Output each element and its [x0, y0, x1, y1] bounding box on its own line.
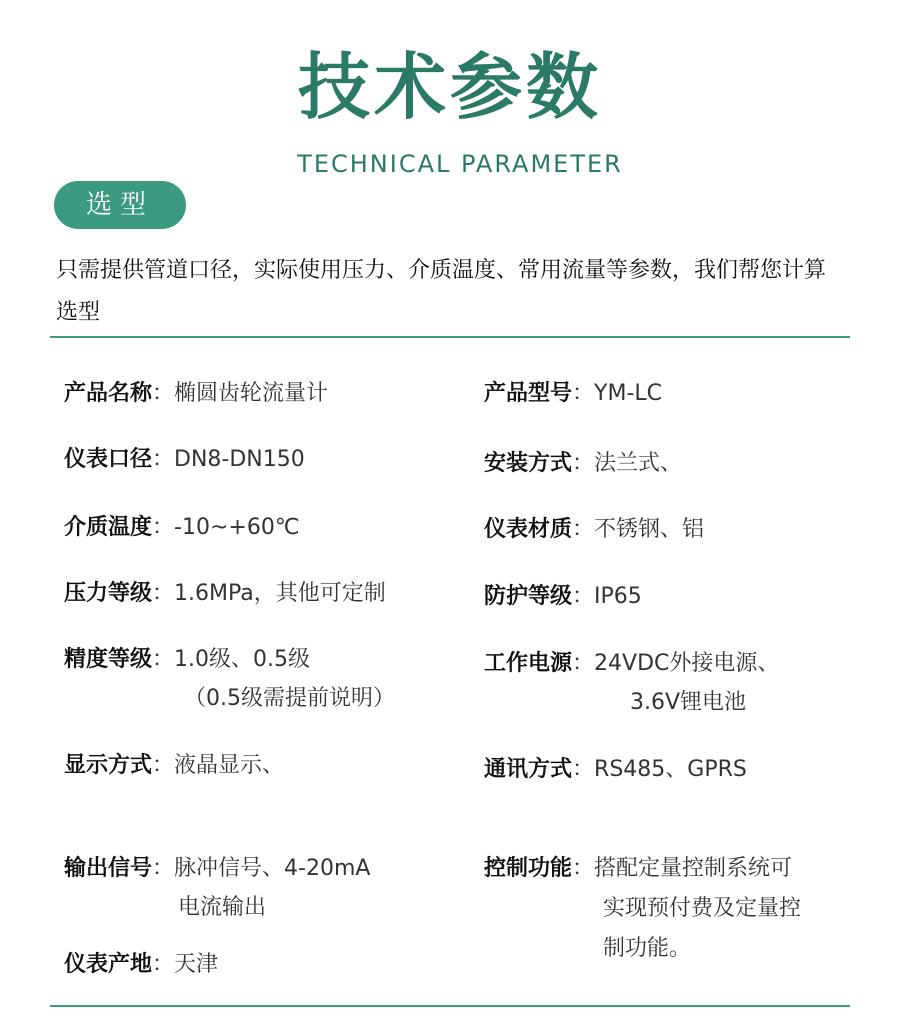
- param-display: [64, 746, 284, 786]
- param-value: 天津: [174, 952, 219, 977]
- param-label: 仪表材质: [484, 517, 573, 542]
- param-label: 输出信号: [64, 856, 153, 881]
- param-temperature: [64, 508, 300, 548]
- param-value: 液晶显示、: [174, 753, 285, 778]
- param-sep: ：: [572, 757, 595, 782]
- selection-badge: 选型: [54, 181, 186, 229]
- param-sep: ：: [572, 584, 595, 609]
- param-label: 安装方式: [484, 451, 573, 476]
- param-label: 防护等级: [484, 584, 573, 609]
- param-caliber: [64, 440, 305, 480]
- param-label: 显示方式: [64, 753, 153, 778]
- param-value: DN8-DN150: [174, 447, 305, 472]
- param-label: 仪表产地: [64, 952, 153, 977]
- param-output: [64, 849, 370, 889]
- param-value: -10~+60℃: [174, 515, 300, 540]
- param-power: [484, 644, 779, 684]
- param-value: IP65: [594, 584, 642, 609]
- param-label: 仪表口径: [64, 447, 153, 472]
- param-sep: ：: [572, 451, 595, 476]
- param-power-continued: 3.6V锂电池: [630, 690, 747, 715]
- param-label: 压力等级: [64, 581, 153, 606]
- param-comm: [484, 750, 747, 790]
- param-product-model: [484, 374, 662, 414]
- param-value: RS485、GPRS: [594, 757, 747, 782]
- param-sep: ：: [572, 856, 595, 881]
- param-value: 脉冲信号、4-20mA: [174, 856, 371, 881]
- param-install: [484, 444, 682, 484]
- param-label: 产品型号: [484, 381, 573, 406]
- param-value: 搭配定量控制系统可: [594, 856, 793, 881]
- param-accuracy-continued: （0.5级需提前说明）: [184, 686, 395, 711]
- param-control-continued-2: 制功能。: [603, 936, 692, 961]
- page-title: 技术参数: [297, 45, 602, 129]
- param-material: [484, 510, 704, 550]
- param-sep: ：: [152, 856, 175, 881]
- param-label: 精度等级: [64, 647, 153, 672]
- param-control: [484, 849, 792, 889]
- param-origin: [64, 945, 218, 985]
- param-sep: ：: [152, 515, 175, 540]
- param-pressure: [64, 574, 386, 614]
- param-label: 通讯方式: [484, 757, 573, 782]
- param-sep: ：: [572, 517, 595, 542]
- param-sep: ：: [572, 381, 595, 406]
- param-value: 不锈钢、铝: [594, 517, 705, 542]
- param-sep: ：: [152, 753, 175, 778]
- param-value: 1.0级、0.5级: [174, 647, 311, 672]
- page-subtitle: TECHNICAL PARAMETER: [297, 150, 623, 178]
- param-sep: ：: [152, 447, 175, 472]
- param-product-name: [64, 374, 328, 414]
- param-value: 24VDC外接电源、: [594, 651, 780, 676]
- param-label: 工作电源: [484, 651, 573, 676]
- param-value: YM-LC: [594, 381, 663, 406]
- param-sep: ：: [152, 952, 175, 977]
- param-sep: ：: [152, 581, 175, 606]
- param-sep: ：: [152, 647, 175, 672]
- param-output-continued: 电流输出: [178, 895, 267, 920]
- param-accuracy: [64, 640, 310, 680]
- param-label: 产品名称: [64, 381, 153, 406]
- param-sep: ：: [572, 651, 595, 676]
- top-divider: [50, 336, 850, 338]
- param-protection: [484, 577, 642, 617]
- intro-text: 只需提供管道口径，实际使用压力、介质温度、常用流量等参数，我们帮您计算选型: [56, 258, 827, 325]
- param-label: 控制功能: [484, 856, 573, 881]
- param-sep: ：: [152, 381, 175, 406]
- param-value: 1.6MPa，其他可定制: [174, 581, 386, 606]
- param-label: 介质温度: [64, 515, 153, 540]
- bottom-divider: [50, 1005, 850, 1007]
- param-value: 椭圆齿轮流量计: [174, 381, 329, 406]
- param-control-continued: 实现预付费及定量控: [603, 896, 802, 921]
- param-value: 法兰式、: [594, 451, 683, 476]
